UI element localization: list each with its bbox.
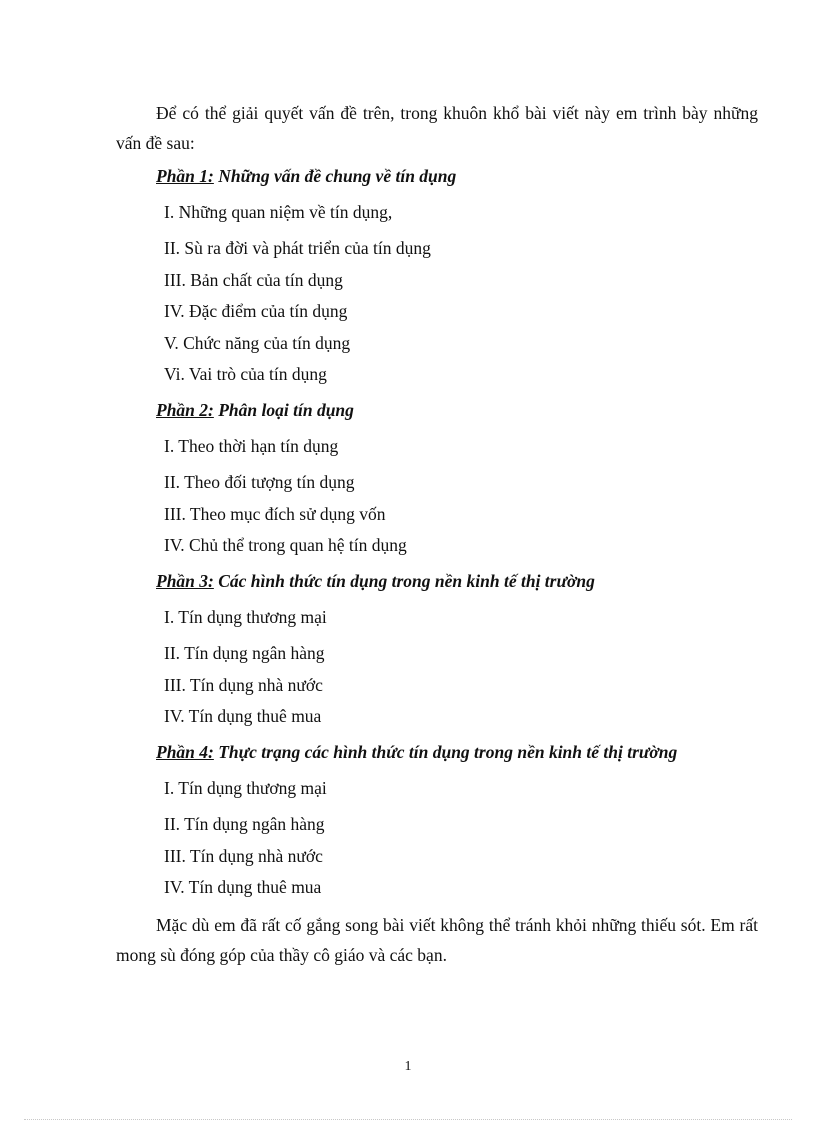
section-3-item: I. Tín dụng thương mại	[164, 607, 327, 627]
page-bottom-divider	[24, 1119, 792, 1120]
section-3-number: Phần 3:	[156, 571, 214, 591]
section-4-item: I. Tín dụng thương mại	[164, 778, 327, 798]
section-1-item: I. Những quan niệm về tín dụng,	[164, 202, 393, 222]
section-4-item: IV. Tín dụng thuê mua	[164, 877, 322, 897]
intro-paragraph: Để có thể giải quyết vấn đề trên, trong khuôn khổ bài viết này em trình bày những vấn đề sau:	[116, 103, 758, 153]
section-1-item: V. Chức năng của tín dụng	[164, 333, 351, 353]
section-4-heading	[156, 742, 677, 763]
section-2-item: IV. Chủ thể trong quan hệ tín dụng	[164, 535, 407, 555]
section-2-item: I. Theo thời hạn tín dụng	[164, 436, 339, 456]
section-2-heading	[156, 400, 354, 421]
section-3-title: Các hình thức tín dụng trong nền kinh tế thị trường	[213, 571, 595, 591]
section-1-number: Phần 1:	[156, 166, 214, 186]
section-1-item: IV. Đặc điểm của tín dụng	[164, 301, 348, 321]
section-3-item: II. Tín dụng ngân hàng	[164, 643, 325, 663]
section-2-number: Phần 2:	[156, 400, 214, 420]
section-1-item: III. Bản chất của tín dụng	[164, 270, 343, 290]
section-1-item: Vi. Vai trò của tín dụng	[164, 364, 327, 384]
section-3-item: IV. Tín dụng thuê mua	[164, 706, 322, 726]
section-4-number: Phần 4:	[156, 742, 214, 762]
section-1-heading	[156, 166, 456, 187]
page-number: 1	[404, 1059, 412, 1074]
section-1-item: II. Sù ra đời và phát triển của tín dụng	[164, 238, 431, 258]
section-3-heading	[156, 571, 595, 592]
closing-paragraph: Mặc dù em đã rất cố gắng song bài viết không thể tránh khỏi những thiếu sót. Em rất mong sù đóng góp của thầy cô giáo và các bạn.	[116, 915, 758, 965]
section-4-item: II. Tín dụng ngân hàng	[164, 814, 325, 834]
section-2-title: Phân loại tín dụng	[213, 400, 354, 420]
section-2-item: III. Theo mục đích sử dụng vốn	[164, 504, 386, 524]
section-4-item: III. Tín dụng nhà nước	[164, 846, 323, 866]
section-2-item: II. Theo đối tượng tín dụng	[164, 472, 355, 492]
section-3-item: III. Tín dụng nhà nước	[164, 675, 323, 695]
section-1-title: Những vấn đề chung về tín dụng	[213, 166, 457, 186]
section-4-title: Thực trạng các hình thức tín dụng trong nền kinh tế thị trường	[213, 742, 678, 762]
